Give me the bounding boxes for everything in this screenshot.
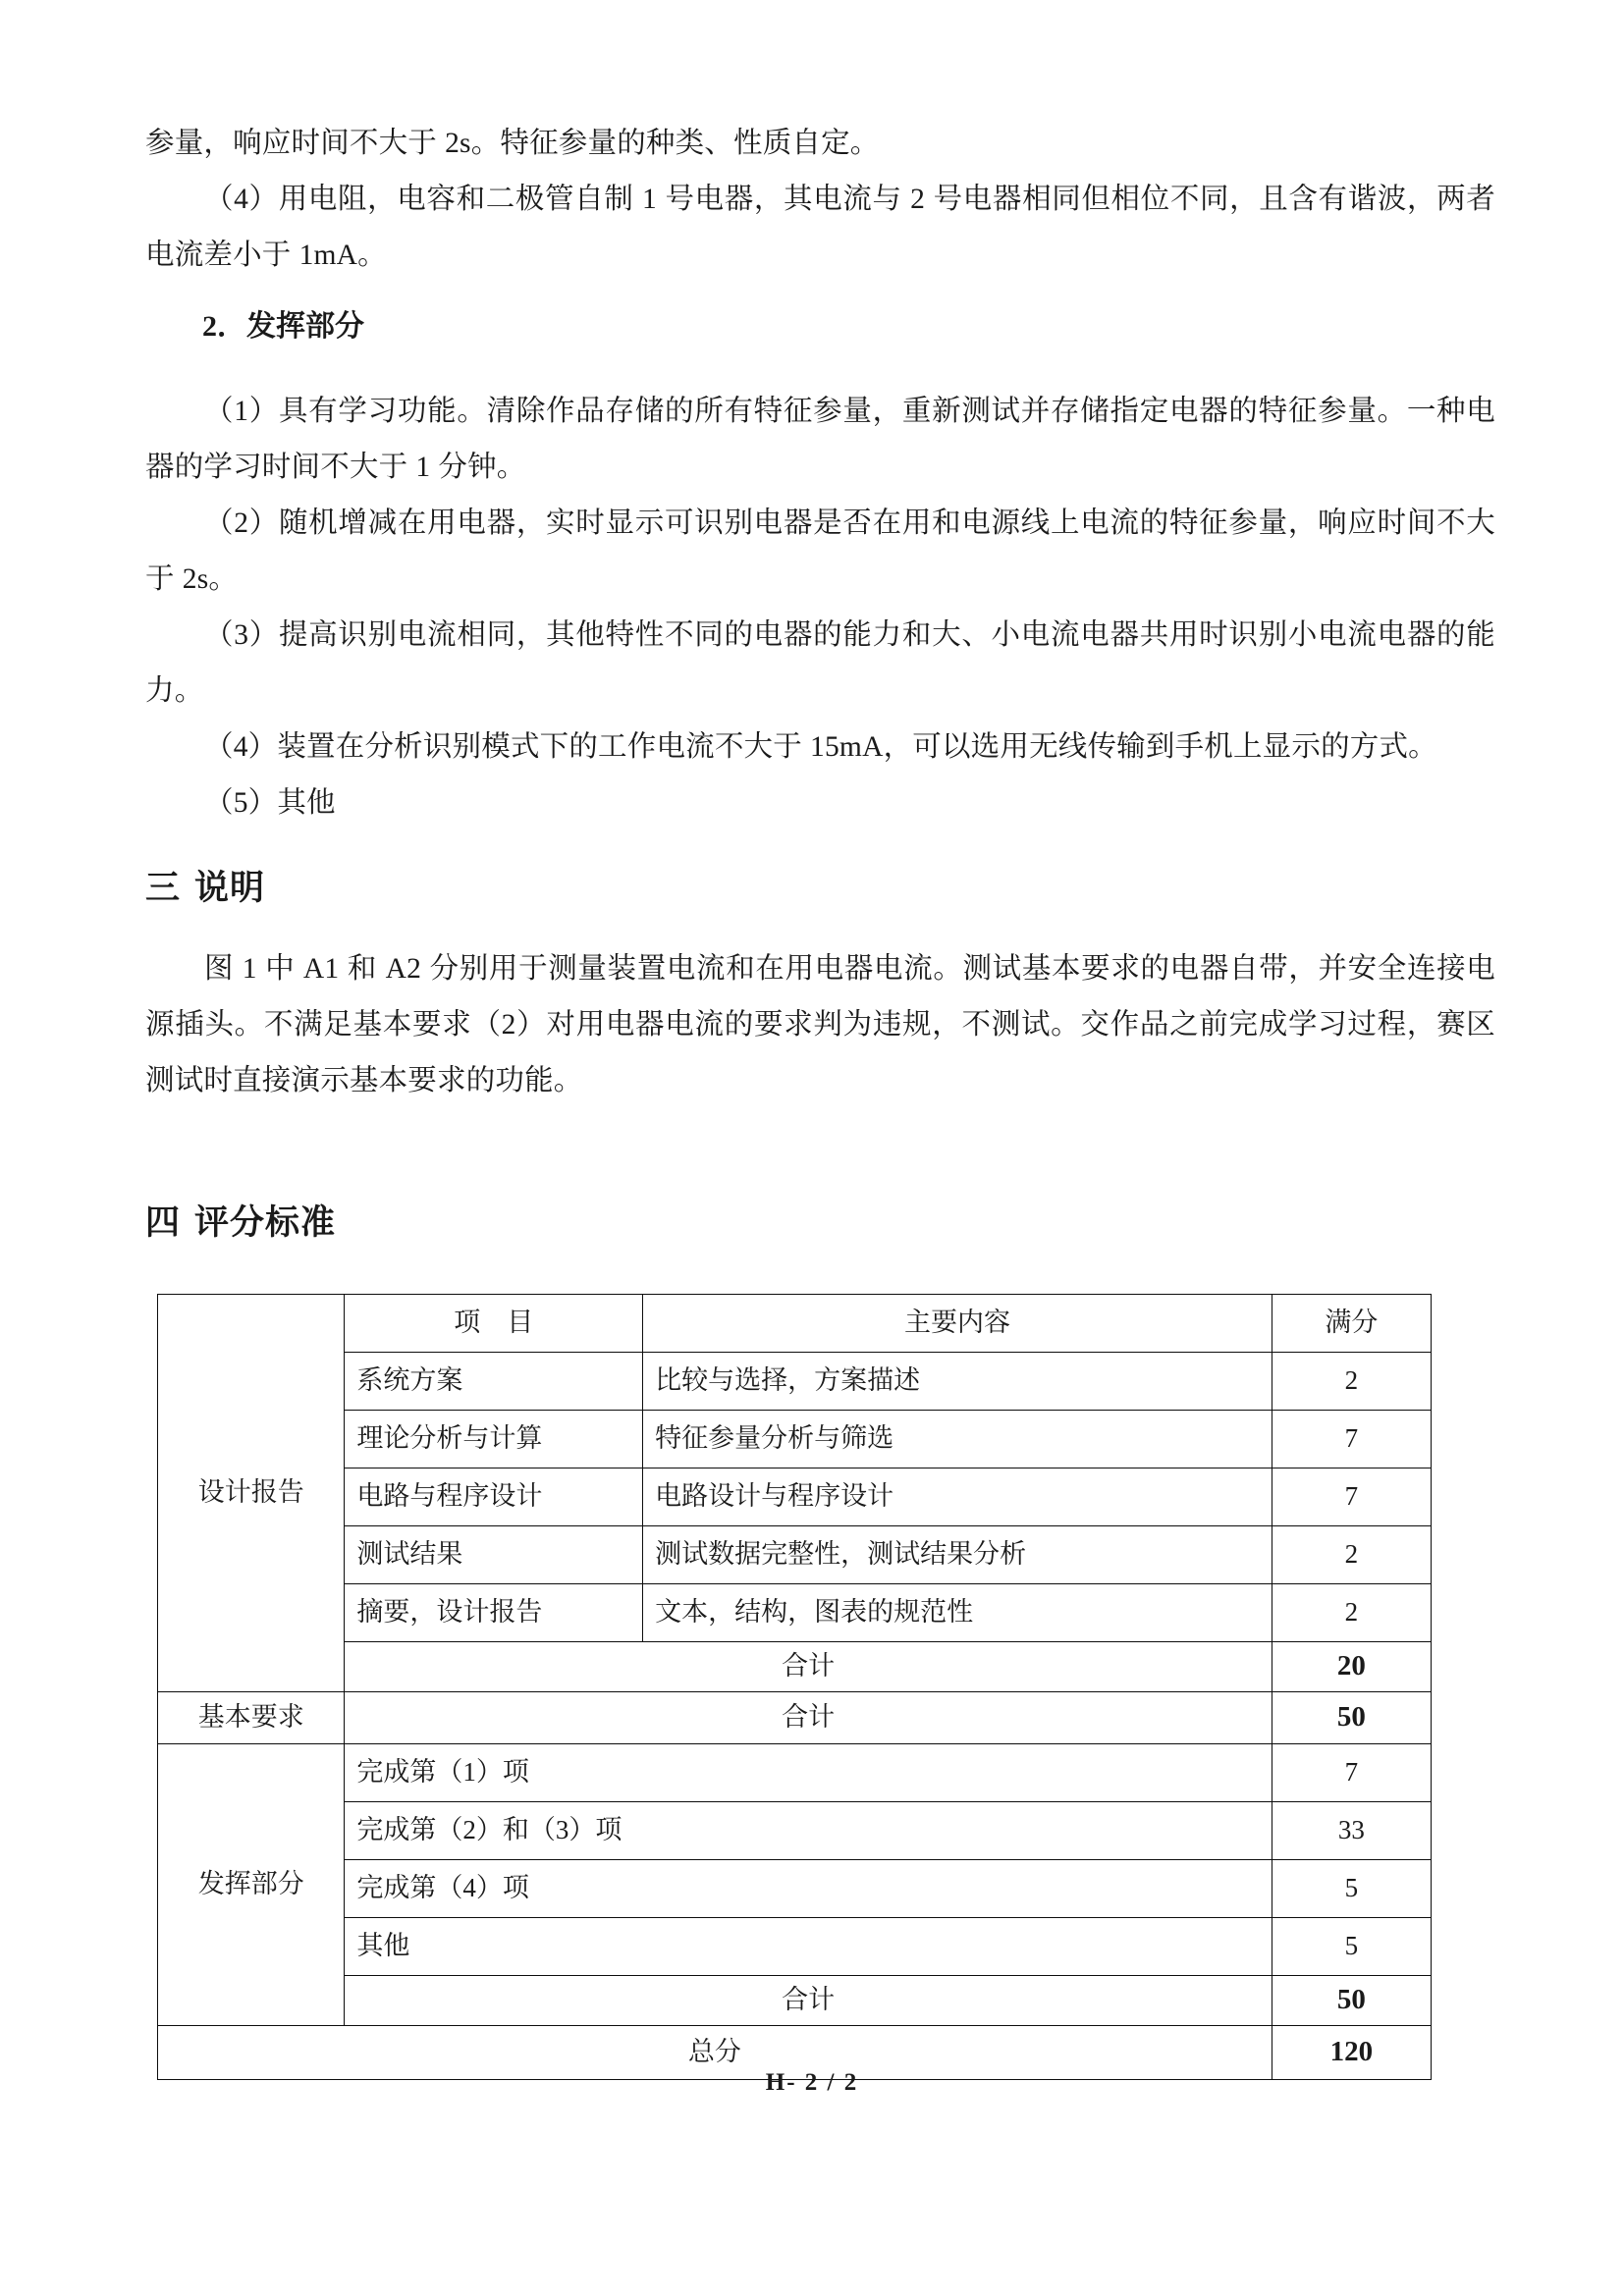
item-name: 系统方案 bbox=[345, 1353, 643, 1411]
spacer bbox=[145, 1253, 1495, 1294]
item-name: 摘要，设计报告 bbox=[345, 1584, 643, 1642]
item-content: 比较与选择，方案描述 bbox=[643, 1353, 1272, 1411]
item-score: 33 bbox=[1272, 1802, 1431, 1860]
paragraph-basic-item-4: （4）用电阻，电容和二极管自制 1 号电器，其电流与 2 号电器相同但相位不同，且含有谐波，两者电流差小于 1mA。 bbox=[145, 184, 1495, 271]
item-name: 理论分析与计算 bbox=[345, 1411, 643, 1468]
item-name: 测试结果 bbox=[345, 1526, 643, 1584]
category-enhanced-part: 发挥部分 bbox=[158, 1744, 345, 2026]
spacer bbox=[145, 354, 1495, 384]
subtotal-score: 20 bbox=[1272, 1642, 1431, 1692]
item-content: 电路设计与程序设计 bbox=[643, 1468, 1272, 1526]
page-content bbox=[145, 116, 1495, 2080]
scoring-criteria-table bbox=[157, 1294, 1432, 2080]
table-row-subtotal-design-report bbox=[158, 1642, 1432, 1692]
item-score: 2 bbox=[1272, 1353, 1431, 1411]
section-heading-four bbox=[145, 1194, 1495, 1253]
column-header-main-content: 主要内容 bbox=[643, 1295, 1272, 1353]
item-score: 2 bbox=[1272, 1584, 1431, 1642]
paragraph-continuation: 参量，响应时间不大于 2s。特征参量的种类、性质自定。 bbox=[145, 128, 880, 159]
section-four-number: 四 bbox=[145, 1203, 182, 1242]
paragraph-enhanced-item-2: （2）随机增减在用电器，实时显示可识别电器是否在用和电源线上电流的特征参量，响应时间不大于 2s。 bbox=[145, 507, 1495, 595]
section-heading-three bbox=[145, 859, 1495, 918]
paragraph-section-three: 图 1 中 A1 和 A2 分别用于测量装置电流和在用电器电流。测试基本要求的电器自带，并安全连接电源插头。不满足基本要求（2）对用电器电流的要求判为违规，不测试。交作品之前完成学习过程，赛区测试时直接演示基本要求的功能。 bbox=[145, 953, 1495, 1096]
item-score: 2 bbox=[1272, 1526, 1431, 1584]
spacer bbox=[145, 918, 1495, 941]
section-four-title: 评分标准 bbox=[194, 1203, 337, 1242]
subtotal-label: 合计 bbox=[345, 1976, 1272, 2026]
paragraph-enhanced-item-4: （4）装置在分析识别模式下的工作电流不大于 15mA，可以选用无线传输到手机上显示的方式。 bbox=[204, 731, 1437, 763]
spacer bbox=[145, 1109, 1495, 1194]
item-score: 5 bbox=[1272, 1918, 1431, 1976]
table-row-subtotal-enhanced bbox=[158, 1976, 1432, 2026]
item-name: 电路与程序设计 bbox=[345, 1468, 643, 1526]
paragraph-enhanced-item-3: （3）提高识别电流相同，其他特性不同的电器的能力和大、小电流电器共用时识别小电流电器的能力。 bbox=[145, 619, 1495, 707]
table-row-basic-requirements bbox=[158, 1692, 1432, 1744]
table-row bbox=[158, 1353, 1432, 1411]
column-header-item: 项 目 bbox=[345, 1295, 643, 1353]
table-header-row bbox=[158, 1295, 1432, 1353]
item-content: 测试数据完整性，测试结果分析 bbox=[643, 1526, 1272, 1584]
paragraph-enhanced-item-1: （1）具有学习功能。清除作品存储的所有特征参量，重新测试并存储指定电器的特征参量。一种电器的学习时间不大于 1 分钟。 bbox=[145, 396, 1495, 483]
item-name: 完成第（4）项 bbox=[345, 1860, 1272, 1918]
section-three-number: 三 bbox=[145, 869, 182, 907]
table-row bbox=[158, 1411, 1432, 1468]
table-row bbox=[158, 1744, 1432, 1802]
paragraph-enhanced-item-5: （5）其他 bbox=[204, 787, 336, 819]
subsection-title: 发挥部分 bbox=[246, 310, 364, 343]
item-score: 7 bbox=[1272, 1468, 1431, 1526]
item-name: 完成第（2）和（3）项 bbox=[345, 1802, 1272, 1860]
item-score: 7 bbox=[1272, 1411, 1431, 1468]
page-footer: H- 2 / 2 bbox=[765, 2069, 859, 2096]
item-content: 特征参量分析与筛选 bbox=[643, 1411, 1272, 1468]
item-score: 5 bbox=[1272, 1860, 1431, 1918]
subtotal-score: 50 bbox=[1272, 1976, 1431, 2026]
table-row bbox=[158, 1584, 1432, 1642]
item-name: 其他 bbox=[345, 1918, 1272, 1976]
item-score: 7 bbox=[1272, 1744, 1431, 1802]
category-design-report: 设计报告 bbox=[158, 1295, 345, 1692]
column-header-full-score: 满分 bbox=[1272, 1295, 1431, 1353]
grand-total-score: 120 bbox=[1272, 2026, 1431, 2080]
section-three-title: 说明 bbox=[194, 869, 266, 907]
item-name: 完成第（1）项 bbox=[345, 1744, 1272, 1802]
subsection-number: 2． bbox=[202, 310, 246, 343]
subtotal-score: 50 bbox=[1272, 1692, 1431, 1744]
table-row bbox=[158, 1526, 1432, 1584]
item-content: 文本，结构，图表的规范性 bbox=[643, 1584, 1272, 1642]
subtotal-label: 合计 bbox=[345, 1692, 1272, 1744]
subsection-heading-enhanced bbox=[145, 299, 1495, 354]
table-row bbox=[158, 1918, 1432, 1976]
table-row bbox=[158, 1802, 1432, 1860]
table-row bbox=[158, 1860, 1432, 1918]
category-basic-requirements: 基本要求 bbox=[158, 1692, 345, 1744]
spacer bbox=[145, 831, 1495, 859]
grand-total-label: 总分 bbox=[158, 2026, 1272, 2080]
subtotal-label: 合计 bbox=[345, 1642, 1272, 1692]
table-row bbox=[158, 1468, 1432, 1526]
